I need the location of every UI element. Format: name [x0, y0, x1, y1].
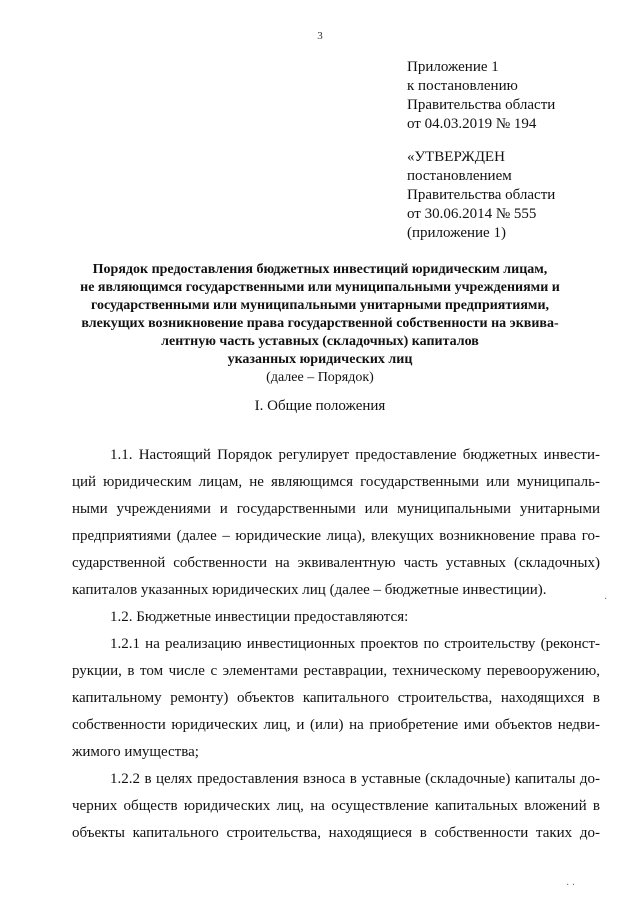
paragraph-1-2: [72, 604, 600, 631]
paragraph-line: жимого имущества;: [72, 744, 199, 760]
approval-block: [407, 148, 555, 243]
title-line: государственными или муниципальными унитарными предприятиями,: [90, 298, 550, 313]
paragraph-1-1: [72, 442, 600, 604]
paragraph-line: черних обществ юридических лиц, на осуществление капитальных вложений в: [72, 798, 600, 814]
appendix-block: [407, 58, 555, 134]
paragraph-line: ций юридическим лицам, не являющимся государственными или муниципаль-: [72, 474, 600, 490]
title-line: Порядок предоставления бюджетных инвестиций юридическим лицам,: [92, 262, 548, 277]
paragraph-line: объекты капитального строительства, находящиеся в собственности таких до-: [72, 825, 600, 841]
paragraph-line: собственности юридических лиц, и (или) на приобретение ими объектов недви-: [72, 717, 600, 733]
approval-line: от 30.06.2014 № 555: [407, 206, 537, 222]
paragraph-line: капитальному ремонту) объектов капитального строительства, находящихся в: [72, 690, 600, 706]
section-heading: I. Общие положения: [254, 398, 386, 414]
scan-speck: · ·: [566, 880, 576, 891]
title-line: лентную часть уставных (складочных) капиталов: [161, 334, 479, 349]
paragraph-line: предприятиями (далее – юридические лица), влекущих возникновение права го-: [72, 528, 600, 544]
paragraph-line: 1.2. Бюджетные инвестиции предоставляются:: [110, 609, 409, 625]
appendix-line: Правительства области: [407, 97, 556, 113]
paragraph-line: капиталов указанных юридических лиц (далее – бюджетные инвестиции).: [72, 582, 547, 598]
title-line: не являющимся государственными или муниципальными учреждениями и: [80, 280, 560, 295]
paragraph-line: 1.2.1 на реализацию инвестиционных проектов по строительству (реконст-: [110, 636, 600, 652]
approval-line: (приложение 1): [407, 225, 506, 241]
paragraph-1-2-2: [72, 766, 600, 847]
paragraph-line: сударственной собственности на эквивалентную часть уставных (складочных): [72, 555, 600, 571]
approval-line: постановлением: [407, 168, 512, 184]
title-line: указанных юридических лиц: [227, 352, 413, 367]
paragraph-line: 1.2.2 в целях предоставления взноса в уставные (складочные) капиталы до-: [110, 771, 600, 787]
scan-speck: ·: [604, 594, 608, 605]
document-title: [60, 261, 580, 369]
approval-line: Правительства области: [407, 187, 556, 203]
appendix-line: к постановлению: [407, 78, 518, 94]
paragraph-line: 1.1. Настоящий Порядок регулирует предоставление бюджетных инвести-: [110, 447, 600, 463]
page-number: 3: [317, 30, 323, 42]
paragraph-line: рукции, в том числе с элементами реставрации, техническому перевооружению,: [72, 663, 600, 679]
appendix-line: от 04.03.2019 № 194: [407, 116, 537, 132]
paragraph-1-2-1: [72, 631, 600, 766]
appendix-line: Приложение 1: [407, 59, 499, 75]
paragraph-line: ными учреждениями и государственными или муниципальными унитарными: [72, 501, 600, 517]
title-line: влекущих возникновение права государственной собственности на эквива-: [81, 316, 559, 331]
approval-line: «УТВЕРЖДЕН: [407, 149, 505, 165]
document-subtitle: (далее – Порядок): [266, 370, 374, 385]
